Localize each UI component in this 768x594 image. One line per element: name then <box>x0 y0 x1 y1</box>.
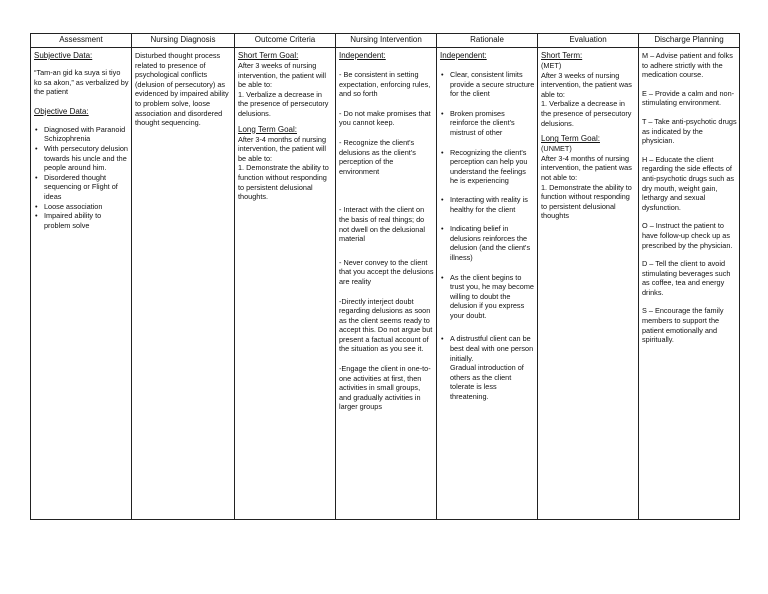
rationale-title: Independent: <box>440 51 487 60</box>
list-item: • Impaired ability to problem solve <box>34 211 129 230</box>
nursing-care-plan-table <box>30 33 740 520</box>
header-assessment: Assessment <box>31 34 132 48</box>
evaluation-cell <box>538 48 639 520</box>
objective-data-title: Objective Data: <box>34 106 89 116</box>
list-item: • With persecutory delusion towards his uncle and the people around him. <box>34 144 129 173</box>
long-term-goal-item: 1. Demonstrate the ability to function without responding to persistent delusional thoughts. <box>238 163 329 202</box>
list-item: • Broken promises reinforce the client's mistrust of other <box>440 109 535 138</box>
diagnosis-text: Disturbed thought process related to presence of psychological conflicts (delusion of persecutory) as evidenced by impaired ability to problem solve, loose association and disordered thought sequencing. <box>135 51 229 128</box>
rationale-cell <box>437 48 538 520</box>
long-term-goal-text: After 3-4 months of nursing intervention, the patient will be able to: <box>238 134 327 163</box>
intervention-item: - Do not make promises that you cannot keep. <box>339 108 431 128</box>
discharge-item: S – Encourage the family members to support the patient emotionally and spiritually. <box>642 306 724 345</box>
eval-short-term-text: After 3 weeks of nursing intervention, the patient was able to: <box>541 70 632 99</box>
discharge-item: O – Instruct the patient to have follow-up check up as prescribed by the physician. <box>642 221 733 250</box>
header-nursing-intervention: Nursing Intervention <box>336 34 437 48</box>
intervention-cell <box>336 48 437 520</box>
assessment-cell <box>31 48 132 520</box>
list-item: • Loose association <box>34 202 129 212</box>
long-term-goal-title: Long Term Goal: <box>238 124 297 134</box>
list-item: • As the client begins to trust you, he may become willing to doubt the delusion if you express your doubt. <box>440 273 535 321</box>
intervention-item: -Directly interject doubt regarding delusions as soon as the client seems ready to accept this. Do not argue but present a factual account of the situation as you see it. <box>339 296 433 354</box>
header-discharge-planning: Discharge Planning <box>639 34 740 48</box>
list-item: • Clear, consistent limits provide a secure structure for the client <box>440 70 535 99</box>
list-item: • Recognizing the client's perception can help you understand the feelings he is experiencing <box>440 148 535 186</box>
intervention-item: - Never convey to the client that you accept the delusions are reality <box>339 257 434 286</box>
discharge-item: H – Educate the client regarding the side effects of anti-psychotic drugs such as dry mouth, weight gain, lethargy and sexual dysfunction. <box>642 154 735 212</box>
eval-long-term-title: Long Term Goal: <box>541 134 600 144</box>
intervention-item: - Be consistent in setting expectation, enforcing rules, and so forth <box>339 70 431 99</box>
eval-short-term-status: (MET) <box>541 61 562 70</box>
list-item: • Disordered thought sequencing or Flight of ideas <box>34 173 129 202</box>
discharge-item: D – Tell the client to avoid stimulating beverages such as coffee, tea and energy drinks. <box>642 259 731 297</box>
header-outcome-criteria: Outcome Criteria <box>235 34 336 48</box>
rationale-list <box>440 70 535 363</box>
subjective-data-title: Subjective Data: <box>34 51 93 60</box>
discharge-cell <box>639 48 740 520</box>
eval-short-term-goal: 1. Verbalize a decrease in the presence of persecutory delusions. <box>541 99 632 128</box>
rationale-extra: Gradual introduction of others as the client tolerate is less threatening. <box>450 363 524 402</box>
discharge-item: E – Provide a calm and non-stimulating environment. <box>642 88 735 108</box>
list-item: • Indicating belief in delusions reinforces the delusion (and the client's illness) <box>440 224 535 262</box>
discharge-item: M – Advise patient and folks to adhere strictly with the medication course. <box>642 51 733 80</box>
header-rationale: Rationale <box>437 34 538 48</box>
eval-long-term-goal: 1. Demonstrate the ability to function without responding to persistent delusional thoughts <box>541 182 632 221</box>
subjective-data-text: “Tam-an gid ka suya si tiyo ko sa akon,” as verbalized by the patient <box>34 68 129 97</box>
header-nursing-diagnosis: Nursing Diagnosis <box>132 34 235 48</box>
eval-short-term-title: Short Term: <box>541 51 583 60</box>
objective-data-list <box>34 125 129 231</box>
outcome-cell <box>235 48 336 520</box>
intervention-item: - Interact with the client on the basis of real things; do not dwell on the delusional material <box>339 205 426 244</box>
header-evaluation: Evaluation <box>538 34 639 48</box>
list-item: • Interacting with reality is healthy for the client <box>440 195 535 214</box>
eval-long-term-status: (UNMET) <box>541 144 572 154</box>
discharge-item: T – Take anti-psychotic drugs as indicated by the physician. <box>642 116 737 146</box>
short-term-goal-text: After 3 weeks of nursing intervention, the patient will be able to: <box>238 61 327 90</box>
intervention-item: - Recognize the client's delusions as the client's perception of the environment <box>339 137 416 176</box>
list-item: • Diagnosed with Paranoid Schizophrenia <box>34 125 129 144</box>
intervention-item: -Engage the client in one-to-one activities at first, then activities in small groups, and gradually activities in larger groups <box>339 364 431 412</box>
short-term-goal-title: Short Term Goal: <box>238 51 299 60</box>
list-item: • A distrustful client can be best deal with one person initially. <box>440 334 535 363</box>
intervention-title: Independent: <box>339 51 386 60</box>
header-row <box>31 34 740 48</box>
eval-long-term-text: After 3-4 months of nursing intervention, the patient was not able to: <box>541 153 632 182</box>
content-row <box>31 48 740 520</box>
short-term-goal-item: 1. Verbalize a decrease in the presence of persecutory delusions. <box>238 89 329 118</box>
diagnosis-cell <box>132 48 235 520</box>
